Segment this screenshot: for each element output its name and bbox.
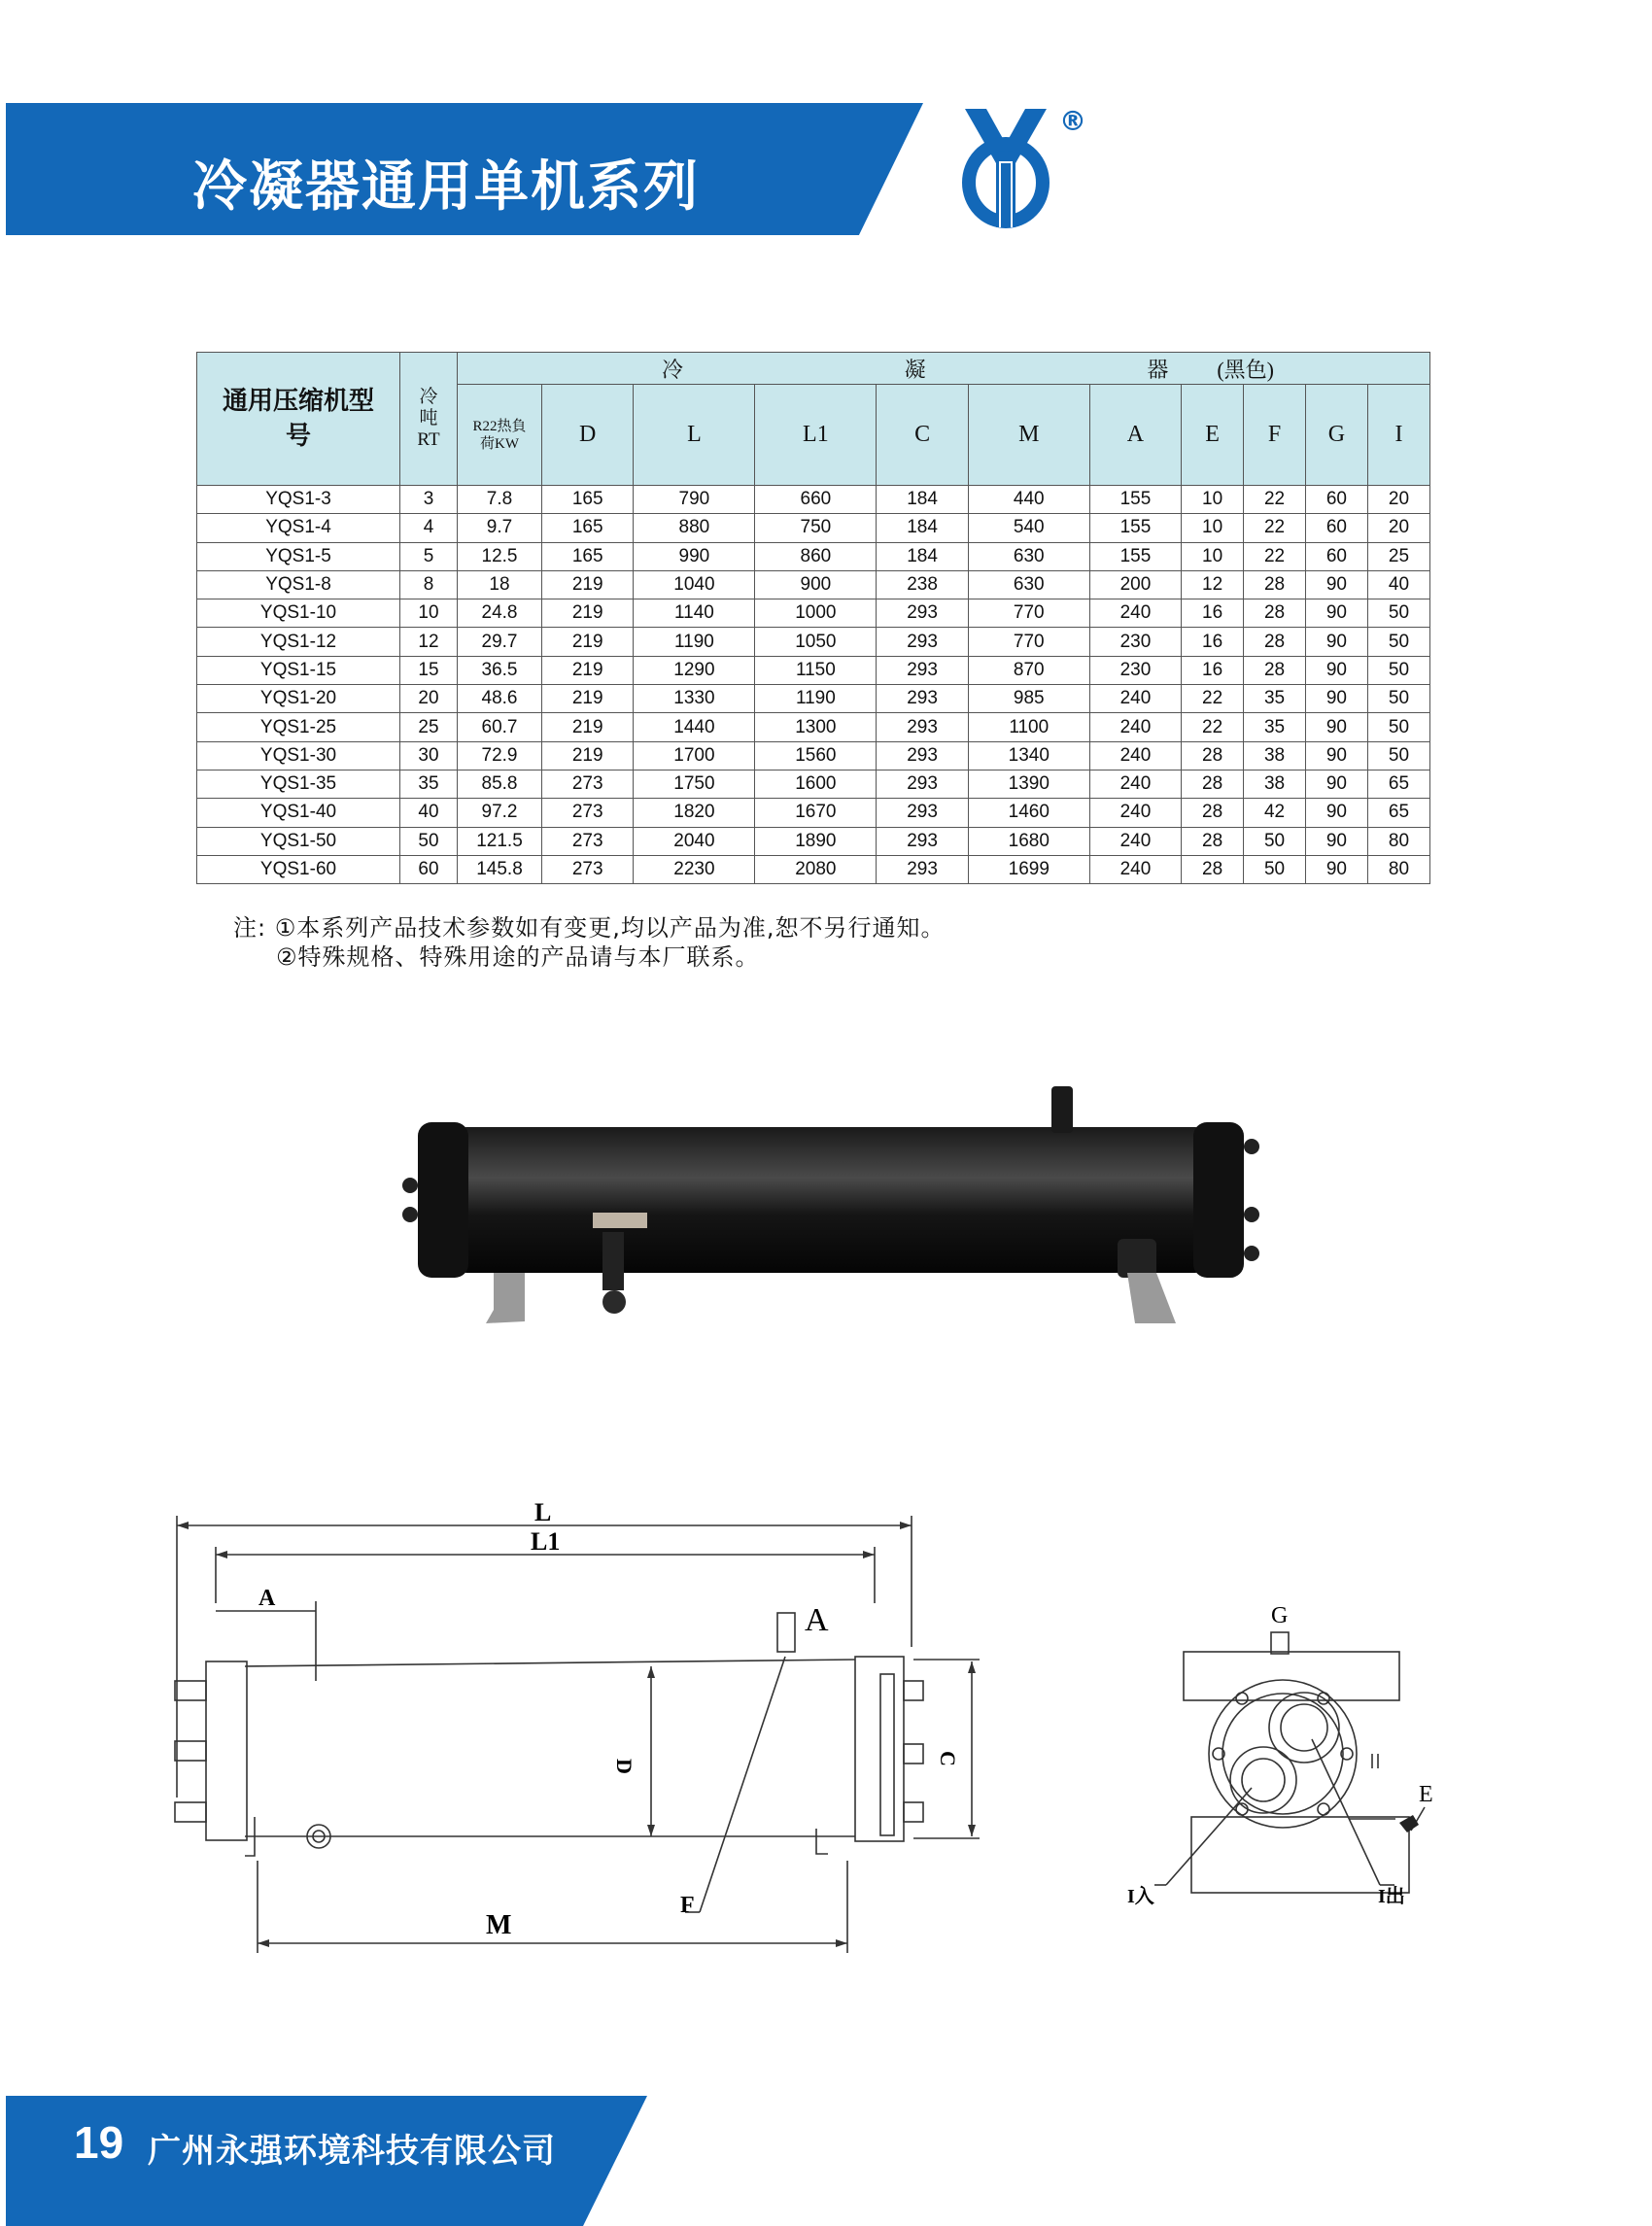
value-cell: 985 <box>968 685 1089 713</box>
end-label-i-in: I入 <box>1127 1886 1154 1907</box>
value-cell: 1699 <box>968 855 1089 883</box>
col-header-g: G <box>1305 385 1367 486</box>
value-cell: 273 <box>542 855 634 883</box>
table-row <box>197 486 1430 514</box>
value-cell: 10 <box>1182 486 1244 514</box>
col-header-l1: L1 <box>755 385 877 486</box>
value-cell: 22 <box>1244 486 1306 514</box>
value-cell: 1680 <box>968 827 1089 855</box>
model-cell: YQS1-8 <box>197 570 400 599</box>
table-row <box>197 855 1430 883</box>
value-cell: 60.7 <box>458 713 542 741</box>
value-cell: 770 <box>968 628 1089 656</box>
table-row <box>197 741 1430 770</box>
dim-label-l: L <box>534 1498 552 1526</box>
model-cell: YQS1-35 <box>197 770 400 798</box>
table-row <box>197 770 1430 798</box>
value-cell: 1300 <box>755 713 877 741</box>
value-cell: 1330 <box>634 685 755 713</box>
value-cell: 90 <box>1305 570 1367 599</box>
end-label-g: G <box>1271 1603 1289 1628</box>
value-cell: 90 <box>1305 656 1367 684</box>
value-cell: 35 <box>400 770 458 798</box>
value-cell: 25 <box>1367 542 1429 570</box>
note-line-2: ②特殊规格、特殊用途的产品请与本厂联系。 <box>276 943 760 971</box>
value-cell: 36.5 <box>458 656 542 684</box>
value-cell: 72.9 <box>458 741 542 770</box>
value-cell: 97.2 <box>458 799 542 827</box>
value-cell: 1460 <box>968 799 1089 827</box>
value-cell: 60 <box>1305 486 1367 514</box>
value-cell: 219 <box>542 685 634 713</box>
value-cell: 28 <box>1182 770 1244 798</box>
value-cell: 25 <box>400 713 458 741</box>
value-cell: 1040 <box>634 570 755 599</box>
value-cell: 1140 <box>634 599 755 628</box>
table-row <box>197 656 1430 684</box>
col-header-f: F <box>1244 385 1306 486</box>
value-cell: 750 <box>755 514 877 542</box>
value-cell: 29.7 <box>458 628 542 656</box>
value-cell: 90 <box>1305 770 1367 798</box>
value-cell: 85.8 <box>458 770 542 798</box>
value-cell: 1700 <box>634 741 755 770</box>
value-cell: 121.5 <box>458 827 542 855</box>
value-cell: 240 <box>1089 685 1181 713</box>
value-cell: 60 <box>1305 514 1367 542</box>
side-dimension-drawing <box>155 1496 1011 2002</box>
value-cell: 219 <box>542 741 634 770</box>
value-cell: 22 <box>1182 713 1244 741</box>
model-cell: YQS1-10 <box>197 599 400 628</box>
dim-label-d: D <box>612 1759 637 1774</box>
value-cell: 184 <box>877 486 968 514</box>
dim-label-a-right: A <box>805 1602 829 1638</box>
value-cell: 230 <box>1089 656 1181 684</box>
value-cell: 1750 <box>634 770 755 798</box>
value-cell: 28 <box>1182 741 1244 770</box>
dim-label-a-left: A <box>258 1586 276 1611</box>
value-cell: 240 <box>1089 599 1181 628</box>
value-cell: 12.5 <box>458 542 542 570</box>
value-cell: 50 <box>1367 599 1429 628</box>
value-cell: 219 <box>542 599 634 628</box>
value-cell: 790 <box>634 486 755 514</box>
model-cell: YQS1-15 <box>197 656 400 684</box>
model-cell: YQS1-4 <box>197 514 400 542</box>
value-cell: 28 <box>1182 827 1244 855</box>
value-cell: 184 <box>877 514 968 542</box>
condenser-group-header: 冷 凝 器 (黑色) <box>458 353 1430 385</box>
dim-label-m: M <box>486 1910 512 1940</box>
value-cell: 1670 <box>755 799 877 827</box>
dim-label-l1: L1 <box>531 1527 561 1556</box>
value-cell: 293 <box>877 628 968 656</box>
value-cell: 1100 <box>968 713 1089 741</box>
end-label-e: E <box>1419 1782 1433 1807</box>
value-cell: 630 <box>968 542 1089 570</box>
model-cell: YQS1-40 <box>197 799 400 827</box>
col-header-a: A <box>1089 385 1181 486</box>
value-cell: 20 <box>400 685 458 713</box>
kw-header: R22热負荷KW <box>458 385 542 486</box>
value-cell: 90 <box>1305 713 1367 741</box>
value-cell: 20 <box>1367 486 1429 514</box>
value-cell: 35 <box>1244 713 1306 741</box>
value-cell: 860 <box>755 542 877 570</box>
value-cell: 50 <box>1367 713 1429 741</box>
end-label-i-out: I出 <box>1378 1886 1405 1907</box>
value-cell: 20 <box>1367 514 1429 542</box>
value-cell: 60 <box>1305 542 1367 570</box>
dim-label-f: F <box>680 1893 695 1918</box>
notes <box>233 913 946 972</box>
value-cell: 90 <box>1305 628 1367 656</box>
value-cell: 90 <box>1305 799 1367 827</box>
page-title: 冷凝器通用单机系列 <box>192 155 700 219</box>
spec-table <box>196 352 1430 884</box>
value-cell: 1150 <box>755 656 877 684</box>
table-row <box>197 799 1430 827</box>
brand-logo-icon <box>957 105 1054 231</box>
value-cell: 50 <box>1367 628 1429 656</box>
value-cell: 10 <box>400 599 458 628</box>
value-cell: 293 <box>877 770 968 798</box>
value-cell: 2040 <box>634 827 755 855</box>
page-number: 19 <box>74 2117 124 2168</box>
table-row <box>197 827 1430 855</box>
model-cell: YQS1-20 <box>197 685 400 713</box>
value-cell: 12 <box>400 628 458 656</box>
value-cell: 90 <box>1305 855 1367 883</box>
model-cell: YQS1-3 <box>197 486 400 514</box>
value-cell: 238 <box>877 570 968 599</box>
value-cell: 165 <box>542 542 634 570</box>
value-cell: 293 <box>877 713 968 741</box>
value-cell: 155 <box>1089 542 1181 570</box>
value-cell: 155 <box>1089 514 1181 542</box>
value-cell: 50 <box>1244 827 1306 855</box>
model-cell: YQS1-5 <box>197 542 400 570</box>
value-cell: 8 <box>400 570 458 599</box>
value-cell: 16 <box>1182 656 1244 684</box>
value-cell: 50 <box>400 827 458 855</box>
dim-label-c: C <box>936 1751 960 1766</box>
value-cell: 90 <box>1305 741 1367 770</box>
value-cell: 10 <box>1182 542 1244 570</box>
value-cell: 10 <box>1182 514 1244 542</box>
value-cell: 293 <box>877 685 968 713</box>
value-cell: 48.6 <box>458 685 542 713</box>
value-cell: 230 <box>1089 628 1181 656</box>
value-cell: 770 <box>968 599 1089 628</box>
table-row <box>197 514 1430 542</box>
company-name: 广州永强环境科技有限公司 <box>148 2132 556 2171</box>
col-header-e: E <box>1182 385 1244 486</box>
value-cell: 50 <box>1367 656 1429 684</box>
value-cell: 1190 <box>634 628 755 656</box>
value-cell: 30 <box>400 741 458 770</box>
value-cell: 630 <box>968 570 1089 599</box>
col-header-l: L <box>634 385 755 486</box>
value-cell: 880 <box>634 514 755 542</box>
value-cell: 50 <box>1244 855 1306 883</box>
col-header-m: M <box>968 385 1089 486</box>
value-cell: 293 <box>877 855 968 883</box>
value-cell: 4 <box>400 514 458 542</box>
value-cell: 2230 <box>634 855 755 883</box>
value-cell: 1820 <box>634 799 755 827</box>
value-cell: 165 <box>542 514 634 542</box>
value-cell: 65 <box>1367 799 1429 827</box>
model-cell: YQS1-12 <box>197 628 400 656</box>
value-cell: 80 <box>1367 855 1429 883</box>
value-cell: 35 <box>1244 685 1306 713</box>
value-cell: 1000 <box>755 599 877 628</box>
col-header-i: I <box>1367 385 1429 486</box>
value-cell: 219 <box>542 570 634 599</box>
value-cell: 40 <box>1367 570 1429 599</box>
model-cell: YQS1-50 <box>197 827 400 855</box>
table-row <box>197 628 1430 656</box>
value-cell: 28 <box>1244 628 1306 656</box>
value-cell: 990 <box>634 542 755 570</box>
rt-header: 冷吨RT <box>400 353 458 486</box>
value-cell: 38 <box>1244 770 1306 798</box>
value-cell: 60 <box>400 855 458 883</box>
model-header: 通用压缩机型号 <box>197 353 400 486</box>
value-cell: 9.7 <box>458 514 542 542</box>
value-cell: 90 <box>1305 599 1367 628</box>
value-cell: 240 <box>1089 827 1181 855</box>
table-body <box>197 486 1430 884</box>
model-cell: YQS1-30 <box>197 741 400 770</box>
value-cell: 5 <box>400 542 458 570</box>
value-cell: 293 <box>877 599 968 628</box>
table-row <box>197 570 1430 599</box>
value-cell: 184 <box>877 542 968 570</box>
value-cell: 273 <box>542 799 634 827</box>
value-cell: 1190 <box>755 685 877 713</box>
value-cell: 900 <box>755 570 877 599</box>
model-cell: YQS1-60 <box>197 855 400 883</box>
value-cell: 293 <box>877 799 968 827</box>
value-cell: 16 <box>1182 599 1244 628</box>
value-cell: 16 <box>1182 628 1244 656</box>
value-cell: 540 <box>968 514 1089 542</box>
value-cell: 3 <box>400 486 458 514</box>
value-cell: 38 <box>1244 741 1306 770</box>
value-cell: 28 <box>1244 570 1306 599</box>
col-header-c: C <box>877 385 968 486</box>
value-cell: 240 <box>1089 799 1181 827</box>
condenser-photo <box>389 1069 1283 1360</box>
value-cell: 28 <box>1244 599 1306 628</box>
value-cell: 2080 <box>755 855 877 883</box>
value-cell: 80 <box>1367 827 1429 855</box>
value-cell: 165 <box>542 486 634 514</box>
value-cell: 1890 <box>755 827 877 855</box>
table-row <box>197 685 1430 713</box>
value-cell: 24.8 <box>458 599 542 628</box>
value-cell: 1050 <box>755 628 877 656</box>
value-cell: 65 <box>1367 770 1429 798</box>
value-cell: 28 <box>1244 656 1306 684</box>
note-line-1: 注: ①本系列产品技术参数如有变更,均以产品为准,恕不另行通知。 <box>233 914 946 942</box>
value-cell: 200 <box>1089 570 1181 599</box>
value-cell: 1390 <box>968 770 1089 798</box>
value-cell: 293 <box>877 656 968 684</box>
value-cell: 28 <box>1182 799 1244 827</box>
value-cell: 15 <box>400 656 458 684</box>
table-row <box>197 542 1430 570</box>
value-cell: 90 <box>1305 685 1367 713</box>
value-cell: 240 <box>1089 855 1181 883</box>
value-cell: 22 <box>1244 514 1306 542</box>
value-cell: 18 <box>458 570 542 599</box>
value-cell: 90 <box>1305 827 1367 855</box>
value-cell: 12 <box>1182 570 1244 599</box>
value-cell: 40 <box>400 799 458 827</box>
value-cell: 293 <box>877 741 968 770</box>
value-cell: 50 <box>1367 685 1429 713</box>
table-row <box>197 713 1430 741</box>
value-cell: 1600 <box>755 770 877 798</box>
end-view-drawing <box>1127 1584 1477 1934</box>
col-header-d: D <box>542 385 634 486</box>
value-cell: 1290 <box>634 656 755 684</box>
value-cell: 22 <box>1244 542 1306 570</box>
value-cell: 660 <box>755 486 877 514</box>
value-cell: 42 <box>1244 799 1306 827</box>
value-cell: 145.8 <box>458 855 542 883</box>
value-cell: 219 <box>542 656 634 684</box>
model-cell: YQS1-25 <box>197 713 400 741</box>
value-cell: 440 <box>968 486 1089 514</box>
value-cell: 28 <box>1182 855 1244 883</box>
value-cell: 1440 <box>634 713 755 741</box>
value-cell: 293 <box>877 827 968 855</box>
value-cell: 219 <box>542 628 634 656</box>
value-cell: 22 <box>1182 685 1244 713</box>
value-cell: 240 <box>1089 770 1181 798</box>
value-cell: 7.8 <box>458 486 542 514</box>
value-cell: 1340 <box>968 741 1089 770</box>
registered-mark: ® <box>1059 105 1086 137</box>
value-cell: 240 <box>1089 741 1181 770</box>
value-cell: 1560 <box>755 741 877 770</box>
value-cell: 155 <box>1089 486 1181 514</box>
value-cell: 273 <box>542 827 634 855</box>
table-row <box>197 599 1430 628</box>
value-cell: 273 <box>542 770 634 798</box>
value-cell: 219 <box>542 713 634 741</box>
value-cell: 50 <box>1367 741 1429 770</box>
value-cell: 870 <box>968 656 1089 684</box>
value-cell: 240 <box>1089 713 1181 741</box>
